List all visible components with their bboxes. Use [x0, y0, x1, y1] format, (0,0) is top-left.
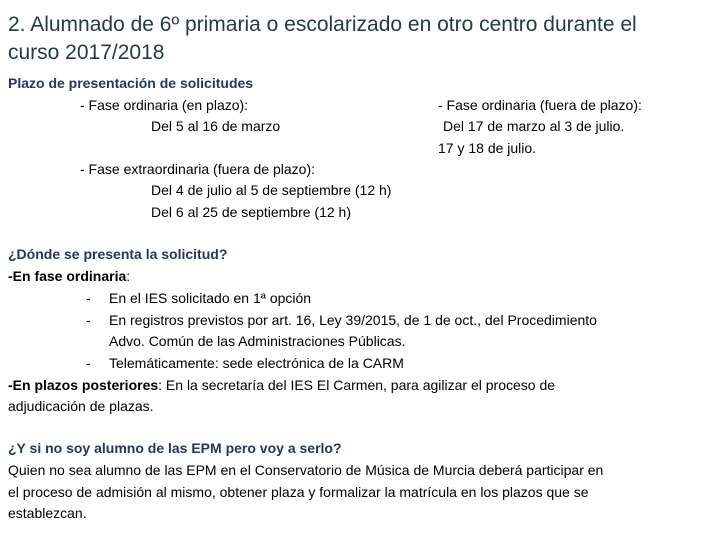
donde-item-3: Telemáticamente: sede electrónica de la CARM [109, 355, 404, 371]
donde-posteriores-line [8, 375, 555, 396]
donde-item-1: En el IES solicitado en 1ª opción [109, 290, 312, 306]
epm-question: ¿Y si no soy alumno de las EPM pero voy a serlo? [8, 440, 342, 456]
dash-bullet-3: - [86, 355, 91, 371]
donde-posteriores-text: : En la secretaría del IES El Carmen, para agilizar el proceso de [158, 377, 556, 393]
extraordinaria-label: - Fase extraordinaria (fuera de plazo): [80, 161, 315, 177]
donde-item-2-cont: Advo. Común de las Administraciones Públicas. [109, 333, 406, 349]
page-title-line-2: curso 2017/2018 [8, 41, 165, 64]
ordinaria-fuera-plazo-date-2: 17 y 18 de julio. [438, 140, 537, 156]
ordinaria-en-plazo-label: - Fase ordinaria (en plazo): [80, 97, 249, 113]
dash-bullet-2: - [86, 312, 91, 328]
extraordinaria-date-2: Del 6 al 25 de septiembre (12 h) [151, 204, 351, 220]
ordinaria-fuera-plazo-label: - Fase ordinaria (fuera de plazo): [438, 97, 642, 113]
plazo-heading: Plazo de presentación de solicitudes [8, 75, 254, 91]
donde-posteriores-cont: adjudicación de plazas. [8, 398, 154, 414]
donde-ordinaria-colon: : [126, 268, 131, 284]
donde-posteriores-label: -En plazos posteriores [8, 377, 159, 393]
donde-question: ¿Dónde se presenta la solicitud? [8, 246, 228, 262]
ordinaria-fuera-plazo-date-1: Del 17 de marzo al 3 de julio. [443, 118, 625, 134]
epm-line-2: el proceso de admisión al mismo, obtener plaza y formalizar la matrícula en los plazos que se [8, 484, 589, 500]
extraordinaria-date-1: Del 4 de julio al 5 de septiembre (12 h) [151, 182, 392, 198]
donde-item-2: En registros previstos por art. 16, Ley 39/2015, de 1 de oct., del Procedimiento [109, 312, 597, 328]
dash-bullet-1: - [86, 290, 91, 306]
epm-line-3: establezcan. [8, 505, 87, 521]
page-title-line-1: 2. Alumnado de 6º primaria o escolarizado en otro centro durante el [8, 13, 637, 36]
ordinaria-en-plazo-date: Del 5 al 16 de marzo [151, 118, 281, 134]
donde-ordinaria-label: -En fase ordinaria [8, 268, 127, 284]
epm-line-1: Quien no sea alumno de las EPM en el Conservatorio de Música de Murcia deberá participar en [8, 462, 604, 478]
donde-ordinaria-line [8, 266, 130, 287]
